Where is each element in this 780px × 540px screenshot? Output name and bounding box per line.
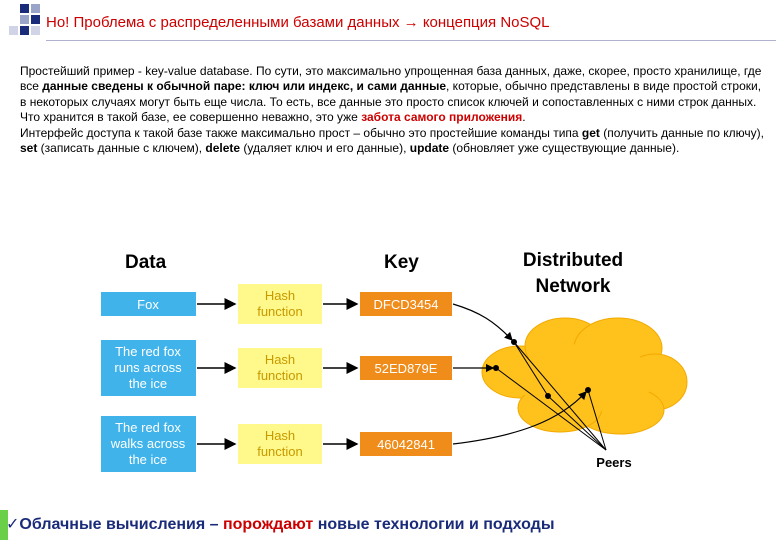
key-box-1-text: DFCD3454: [373, 297, 439, 312]
paragraph-1: Простейший пример - key-value database. По сути, это максимально упрощенная база данных, даже, скорее, просто хранилище, где все данные сведены к обычной паре: ключ или индекс, и сами данные, которые, обычно представлены в виде простой строки, в некоторых случаях могут быть еще числа. То есть, все данные это просто список ключей и сопоставленных с ними строк данных.: [20, 64, 762, 109]
header-data: Data: [125, 252, 167, 273]
hash-box-3-line1: Hash: [264, 428, 296, 443]
key-box-3-text: 46042841: [377, 437, 435, 452]
hash-box-1-line1: Hash: [264, 288, 296, 303]
data-box-2-line3: the ice: [128, 376, 168, 391]
hash-box-2-line1: Hash: [264, 352, 296, 367]
header-network-line2: Network: [535, 276, 611, 297]
header-key: Key: [384, 252, 419, 273]
check-icon: ✓: [6, 516, 20, 533]
paragraph-3: Интерфейс доступа к такой базе также максимально прост – обычно это простейшие команды типа get (получить данные по ключу), set (записать данные с ключем), delete (удаляет ключ и его данные), update (обновляет уже существующие данные).: [20, 125, 764, 156]
network-cloud: [482, 318, 687, 434]
peers-label: Peers: [596, 455, 632, 470]
slide-title: Но! Проблема с распределенными базами данных → концепция NoSQL: [46, 14, 550, 31]
data-box-2-line2: runs across: [114, 360, 182, 375]
hash-box-3-line2: function: [257, 444, 303, 459]
data-box-3-line2: walks across: [110, 436, 186, 451]
data-box-3-line3: the ice: [128, 452, 168, 467]
footer-statement: ✓Облачные вычисления – порождают новые технологии и подходы: [6, 516, 555, 533]
data-box-1-line: Fox: [137, 297, 159, 312]
data-box-3-line1: The red fox: [115, 420, 181, 435]
key-box-2-text: 52ED879E: [374, 361, 438, 376]
header-network-line1: Distributed: [522, 250, 624, 271]
hash-box-1-line2: function: [257, 304, 303, 319]
paragraph-2: Что хранится в такой базе, ее совершенно неважно, это уже забота самого приложения.: [20, 110, 526, 125]
hash-box-2-line2: function: [257, 368, 303, 383]
data-box-2-line1: The red fox: [115, 344, 181, 359]
